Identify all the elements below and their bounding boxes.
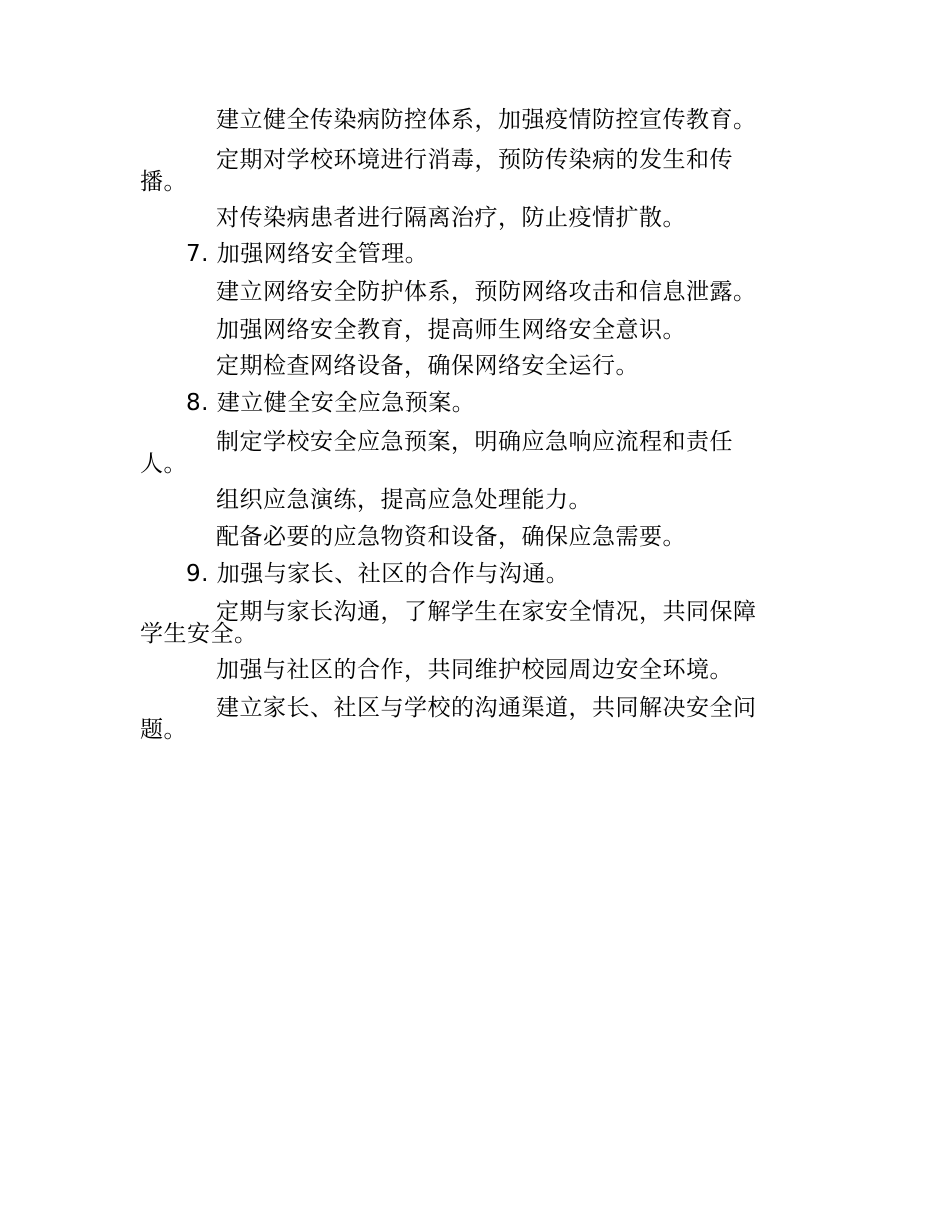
- paragraph: 对传染病患者进行隔离治疗，防止疫情扩散。: [216, 205, 686, 231]
- paragraph-wrap: 学生安全。: [140, 621, 258, 647]
- paragraph-wrap: 题。: [140, 717, 187, 743]
- paragraph: 制定学校安全应急预案，明确应急响应流程和责任: [216, 429, 733, 455]
- paragraph: 加强网络安全教育，提高师生网络安全意识。: [216, 317, 686, 343]
- paragraph-wrap: 播。: [140, 169, 187, 195]
- paragraph: 定期与家长沟通，了解学生在家安全情况，共同保障: [216, 599, 757, 625]
- section-heading-8: 8. 建立健全安全应急预案。: [186, 390, 476, 416]
- paragraph: 建立网络安全防护体系，预防网络攻击和信息泄露。: [216, 279, 757, 305]
- section-heading-9: 9. 加强与家长、社区的合作与沟通。: [186, 561, 570, 587]
- paragraph: 建立健全传染病防控体系，加强疫情防控宣传教育。: [216, 107, 757, 133]
- paragraph: 配备必要的应急物资和设备，确保应急需要。: [216, 524, 686, 550]
- paragraph-wrap: 人。: [140, 451, 187, 477]
- paragraph: 组织应急演练，提高应急处理能力。: [216, 487, 592, 513]
- paragraph: 定期检查网络设备，确保网络安全运行。: [216, 353, 639, 379]
- paragraph: 建立家长、社区与学校的沟通渠道，共同解决安全问: [216, 695, 757, 721]
- section-heading-7: 7. 加强网络安全管理。: [186, 241, 429, 267]
- paragraph: 加强与社区的合作，共同维护校园周边安全环境。: [216, 657, 733, 683]
- paragraph: 定期对学校环境进行消毒，预防传染病的发生和传: [216, 147, 733, 173]
